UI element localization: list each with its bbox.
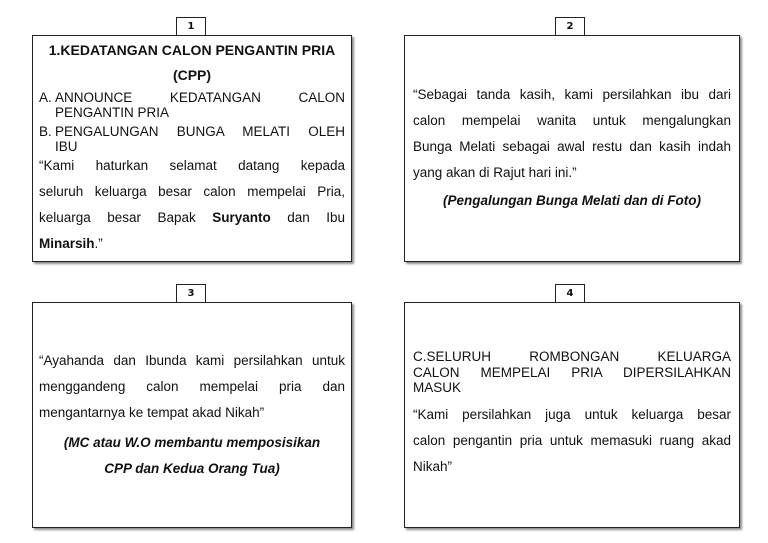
script-card-3 bbox=[32, 302, 352, 528]
speech-line: calon pengantin pria untuk memasuki ruang akad bbox=[413, 432, 731, 448]
list-item-text bbox=[55, 90, 345, 120]
speech-line bbox=[39, 205, 345, 231]
speech-line: seluruh keluarga besar calon mempelai Pria, bbox=[39, 184, 345, 199]
speech-text bbox=[39, 153, 345, 257]
stage-direction-line: (MC atau W.O membantu memposisikan bbox=[63, 435, 321, 450]
speech-fragment: keluarga besar Bapak bbox=[39, 210, 213, 225]
speech-line: mengantarnya ke tempat akad Nikah” bbox=[39, 405, 265, 420]
speech-line: menggandeng calon mempelai pria dan bbox=[39, 379, 345, 394]
stage-direction bbox=[39, 430, 345, 482]
list-item-line: ANNOUNCE KEDATANGAN CALON bbox=[55, 90, 345, 105]
groom-father-name: Suryanto bbox=[212, 210, 271, 225]
card-title-line: 1.KEDATANGAN CALON PENGANTIN PRIA bbox=[48, 42, 336, 58]
speech-line bbox=[39, 231, 345, 257]
groom-mother-name: Minarsih bbox=[39, 236, 95, 251]
speech-line: “Ayahanda dan Ibunda kami persilahkan untuk bbox=[39, 353, 345, 368]
card-number-1: 1 bbox=[176, 17, 206, 35]
stage-direction-line: CPP dan Kedua Orang Tua) bbox=[104, 461, 280, 476]
speech-line: Nikah” bbox=[413, 458, 453, 474]
card-title-line: (CPP) bbox=[172, 67, 212, 83]
script-card-2 bbox=[404, 35, 740, 262]
list-item-line: IBU bbox=[55, 139, 78, 154]
speech-fragment: .” bbox=[94, 236, 103, 251]
section-heading-line: CALON MEMPELAI PRIA DIPERSILAHKAN bbox=[413, 364, 731, 380]
section-heading-line: C.SELURUH ROMBONGAN KELUARGA bbox=[413, 349, 731, 364]
script-card-1 bbox=[32, 35, 352, 262]
card-title bbox=[39, 38, 345, 88]
section-heading bbox=[413, 349, 731, 396]
speech-line: Bunga Melati sebagai awal restu dan kasih indah bbox=[413, 139, 731, 154]
speech-text bbox=[39, 348, 345, 426]
list-item-b bbox=[39, 124, 345, 154]
speech-line: calon mempelai wanita untuk mengalungkan bbox=[413, 113, 731, 128]
list-item-key: B. bbox=[39, 124, 52, 139]
speech-text bbox=[413, 402, 731, 480]
list-item-key: A. bbox=[39, 90, 52, 105]
list-item-line: PENGALUNGAN BUNGA MELATI OLEH bbox=[55, 124, 345, 139]
speech-line: yang akan di Rajut hari ini.” bbox=[413, 165, 577, 180]
section-heading-line: MASUK bbox=[413, 380, 462, 395]
speech-line: “Sebagai tanda kasih, kami persilahkan ibu dari bbox=[413, 87, 731, 102]
speech-fragment: dan Ibu bbox=[270, 210, 345, 225]
stage-direction: (Pengalungan Bunga Melati dan di Foto) bbox=[443, 193, 701, 208]
list-item-line: PENGANTIN PRIA bbox=[55, 105, 170, 120]
card-number-3: 3 bbox=[176, 284, 206, 302]
card-number-4: 4 bbox=[555, 284, 585, 302]
speech-line: “Kami persilahkan juga untuk keluarga besar bbox=[413, 406, 731, 422]
list-item-a bbox=[39, 90, 345, 120]
card-number-2: 2 bbox=[555, 17, 585, 35]
list-item-text bbox=[55, 124, 345, 154]
script-card-4 bbox=[404, 302, 740, 528]
speech-line: “Kami haturkan selamat datang kepada bbox=[39, 158, 345, 173]
speech-text bbox=[413, 82, 731, 186]
